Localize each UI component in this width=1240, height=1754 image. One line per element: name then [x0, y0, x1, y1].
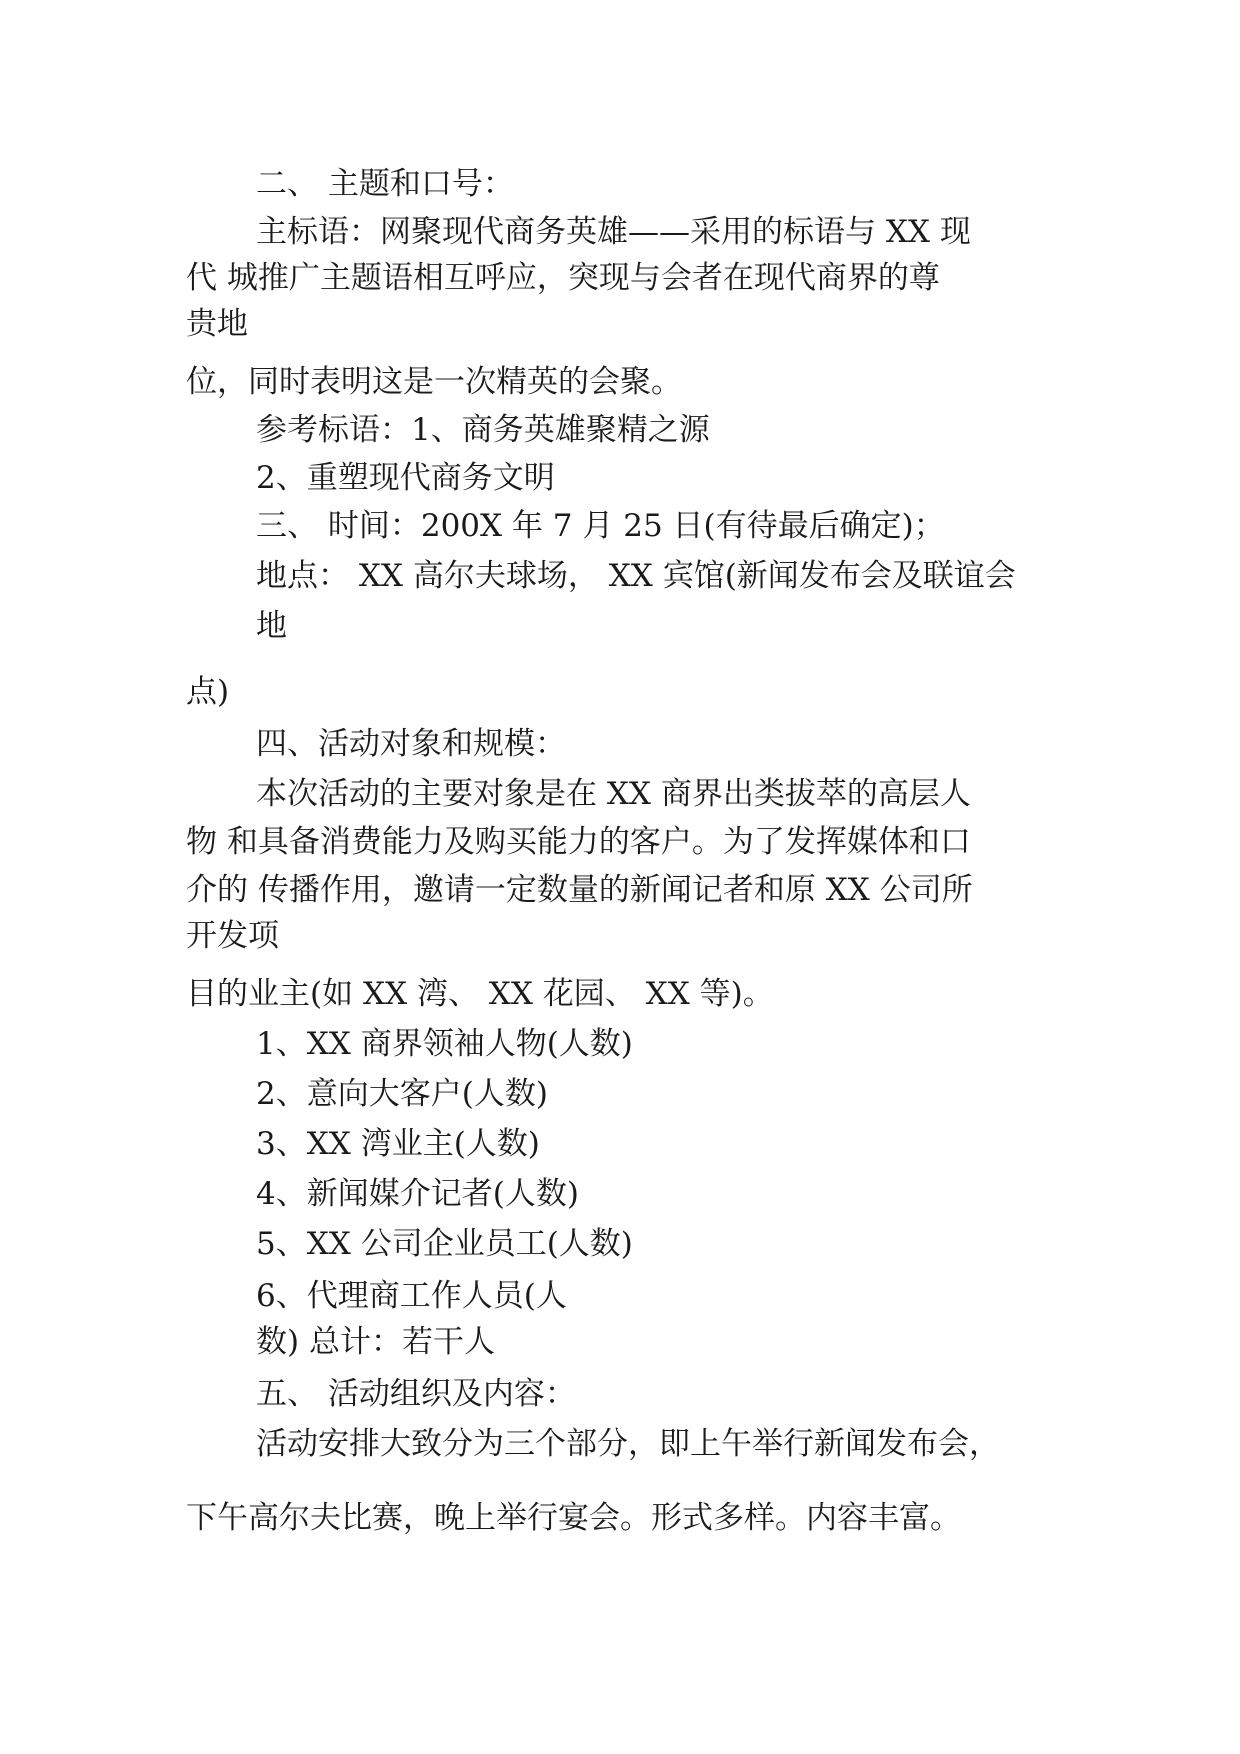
list-item: 3、XX 湾业主(人数) — [256, 1126, 540, 1162]
paragraph-line: 物 和具备消费能力及购买能力的客户。为了发挥媒体和口 — [186, 824, 971, 860]
list-item: 5、XX 公司企业员工(人数) — [256, 1226, 633, 1262]
paragraph-line: 介的 传播作用，邀请一定数量的新闻记者和原 XX 公司所 — [186, 872, 973, 908]
list-item: 2、意向大客户(人数) — [256, 1076, 548, 1112]
paragraph-line: 开发项 — [186, 918, 279, 954]
paragraph-line: 参考标语：1、商务英雄聚精之源 — [256, 412, 710, 448]
paragraph-line: 本次活动的主要对象是在 XX 商界出类拔萃的高层人 — [256, 776, 971, 812]
list-item: 6、代理商工作人员(人 — [256, 1278, 567, 1314]
paragraph-line: 贵地 — [186, 306, 248, 342]
paragraph-line: 下午高尔夫比赛，晚上举行宴会。形式多样。内容丰富。 — [186, 1500, 961, 1536]
paragraph-line: 2、重塑现代商务文明 — [256, 460, 555, 496]
section-heading-audience: 四、活动对象和规模： — [256, 726, 566, 762]
section-heading-time: 三、 时间：200X 年 7 月 25 日(有待最后确定)； — [256, 508, 945, 544]
paragraph-line: 地 — [256, 608, 287, 644]
paragraph-line: 代 城推广主题语相互呼应，突现与会者在现代商界的尊 — [186, 260, 940, 296]
paragraph-line: 地点： XX 高尔夫球场， XX 宾馆(新闻发布会及联谊会 — [256, 558, 1016, 594]
paragraph-line: 目的业主(如 XX 湾、 XX 花园、 XX 等)。 — [186, 976, 774, 1012]
paragraph-line: 活动安排大致分为三个部分，即上午举行新闻发布会， — [256, 1426, 1000, 1462]
paragraph-line: 位，同时表明这是一次精英的会聚。 — [186, 364, 682, 400]
section-heading-theme: 二、 主题和口号： — [256, 166, 514, 202]
paragraph-line: 主标语：网聚现代商务英雄——采用的标语与 XX 现 — [256, 214, 971, 250]
section-heading-organization: 五、 活动组织及内容： — [256, 1376, 576, 1412]
list-item: 1、XX 商界领袖人物(人数) — [256, 1026, 633, 1062]
list-item-total: 数) 总计：若干人 — [256, 1324, 495, 1360]
list-item: 4、新闻媒介记者(人数) — [256, 1176, 579, 1212]
paragraph-line: 点) — [186, 674, 230, 710]
